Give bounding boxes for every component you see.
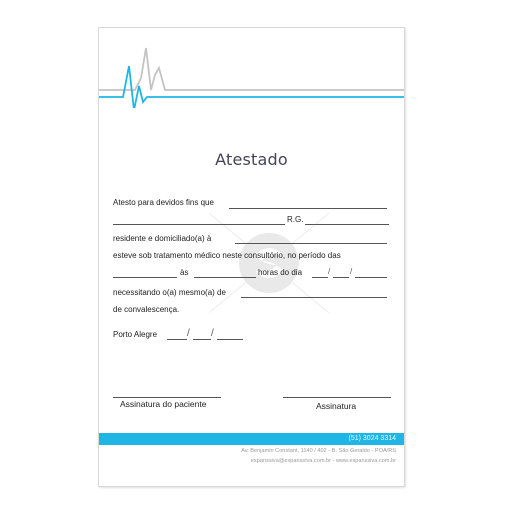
city-day-blank[interactable] xyxy=(167,339,187,340)
as-label: às xyxy=(180,268,189,277)
doctor-signature-label: Assinatura xyxy=(316,401,357,411)
address-blank[interactable] xyxy=(235,243,387,244)
day-blank[interactable] xyxy=(312,277,328,278)
city-date-slash-1: / xyxy=(187,328,190,339)
line-need-lead: necessitando o(a) mesmo(a) de xyxy=(113,288,226,297)
city-month-blank[interactable] xyxy=(193,339,211,340)
city-label: Porto Alegre xyxy=(113,330,158,339)
footer-phone: (51) 3024 3314 xyxy=(348,435,396,442)
line-residence-lead: residente e domiciliado(a) à xyxy=(113,234,212,243)
atestado-sheet xyxy=(98,27,405,487)
footer-contact: expanssiva@expanssiva.com.br - www.expanssiva.com.br xyxy=(250,458,396,464)
city-date-slash-2: / xyxy=(211,328,214,339)
patient-signature-line[interactable] xyxy=(113,397,221,398)
doctor-signature-line[interactable] xyxy=(283,397,391,398)
date-slash-2: / xyxy=(350,267,353,276)
end-time-blank[interactable] xyxy=(194,277,256,278)
month-blank[interactable] xyxy=(333,277,349,278)
patient-name-continued-blank[interactable] xyxy=(113,224,285,225)
blue-pulse-line xyxy=(99,66,404,108)
line-convalescence: de convalescença. xyxy=(113,305,180,314)
line-treatment: esteve sob tratamento médico neste consultório, no período das xyxy=(113,251,341,260)
rg-blank[interactable] xyxy=(305,224,389,225)
city-year-blank[interactable] xyxy=(217,339,243,340)
line-attest-lead: Atesto para devidos fins que xyxy=(113,198,214,207)
convalescence-days-blank[interactable] xyxy=(241,297,387,298)
document-title: Atestado xyxy=(215,150,288,169)
footer-address: Av. Benjamin Constant, 1140 / 402 - B. São Geraldo - POA/RS xyxy=(241,448,396,454)
rg-label: R.G. xyxy=(287,215,304,224)
patient-name-blank[interactable] xyxy=(229,208,387,209)
horas-label: horas do dia xyxy=(258,268,303,277)
grey-pulse-line xyxy=(99,48,404,90)
date-slash-1: / xyxy=(328,267,331,276)
patient-signature-label: Assinatura do paciente xyxy=(120,399,207,409)
heartbeat-header-graphic xyxy=(99,28,404,108)
start-time-blank[interactable] xyxy=(113,277,177,278)
year-blank[interactable] xyxy=(355,277,387,278)
logo-watermark xyxy=(209,203,329,323)
